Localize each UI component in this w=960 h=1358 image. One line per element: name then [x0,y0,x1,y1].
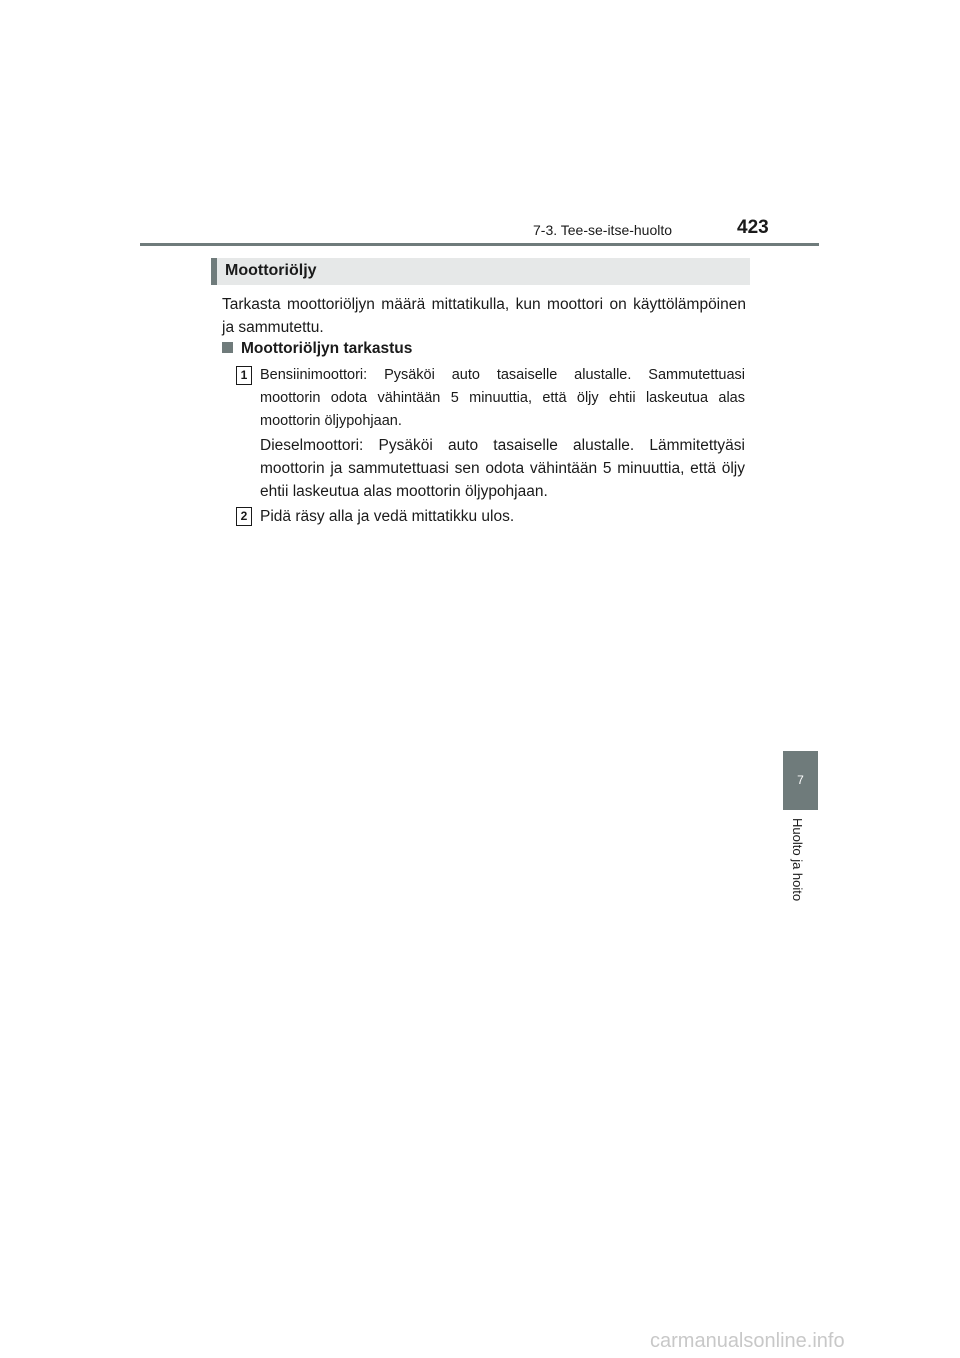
intro-paragraph: Tarkasta moottoriöljyn määrä mittatikulla, kun moottori on käyttölämpöinen ja sammutettu. [222,296,746,336]
chapter-tab: 7 [783,751,818,810]
chapter-label: Huolto ja hoito [790,818,805,902]
step-2-paragraph: Pidä räsy alla ja vedä mittatikku ulos. [260,508,515,525]
header-rule [140,243,819,246]
step-1-paragraph-petrol: Bensiinimoottori: Pysäköi auto tasaiselle alustalle. Sammutettuasi moottorin odota vähintään 5 minuuttia, että öljy ehtii laskeutua alas moottorin öljypohjaan. [260,367,745,429]
title-accent [211,258,217,285]
section-title: Moottoriöljy [225,262,317,279]
chapter-label-wrap [790,818,810,918]
section-title-bar [211,258,750,285]
subheading [222,340,412,358]
page-number: 423 [737,217,769,238]
step-2-badge: 2 [236,507,252,526]
step-1-paragraph-diesel: Dieselmoottori: Pysäköi auto tasaiselle alustalle. Lämmitettyäsi moottorin ja sammutettuasi sen odota vähintään 5 minuuttia, että öljy ehtii laskeutua alas moottorin öljypohjaan. [260,437,745,500]
square-bullet-icon [222,342,233,353]
step-1-badge: 1 [236,366,252,385]
watermark: carmanualsonline.info [650,1330,845,1352]
header-section-title: 7-3. Tee-se-itse-huolto [533,222,673,238]
subheading-text: Moottoriöljyn tarkastus [241,340,413,357]
